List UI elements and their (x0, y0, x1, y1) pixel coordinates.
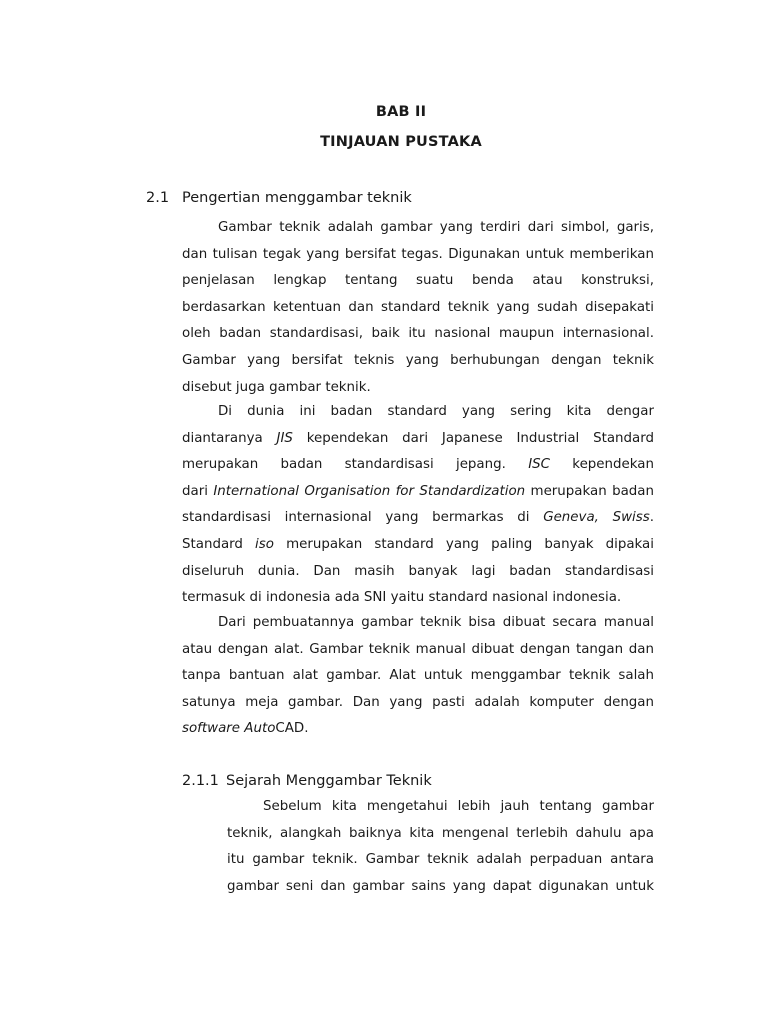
paragraph-line: Standard iso merupakan standard yang paling banyak dipakai (182, 536, 654, 552)
paragraph-definition (182, 215, 654, 401)
chapter-title: TINJAUAN PUSTAKA (320, 134, 482, 150)
jis-term: JIS (276, 430, 293, 446)
chapter-label: BAB II (375, 104, 427, 120)
paragraph-line: teknik, alangkah baiknya kita mengenal terlebih dahulu apa (227, 825, 654, 841)
paragraph-line: Sebelum kita mengetahui lebih jauh tentang gambar (263, 799, 654, 814)
paragraph-history (227, 794, 654, 900)
paragraph-line: Di dunia ini badan standard yang sering kita dengar (218, 404, 654, 419)
subsection-heading (182, 773, 432, 789)
software-term: software Auto (182, 721, 276, 737)
subsection-title: Sejarah Menggambar Teknik (226, 773, 432, 789)
paragraph-line: termasuk di indonesia ada SNI yaitu standard nasional indonesia. (182, 590, 622, 606)
paragraph-line: atau dengan alat. Gambar teknik manual dibuat dengan tangan dan (182, 641, 654, 657)
paragraph-line: Gambar yang bersifat teknis yang berhubungan dengan teknik (182, 352, 654, 368)
isc-term: ISC (528, 457, 550, 473)
paragraph-line: satunya meja gambar. Dan yang pasti adalah komputer dengan (182, 694, 654, 710)
location-term: Geneva, Swiss (543, 510, 650, 526)
paragraph-line: Dari pembuatannya gambar teknik bisa dibuat secara manual (218, 615, 654, 630)
paragraph-line: dari International Organisation for Standardization merupakan badan (182, 483, 654, 499)
subsection-number: 2.1.1 (182, 773, 219, 789)
paragraph-line: berdasarkan ketentuan dan standard teknik yang sudah disepakati (182, 299, 654, 315)
organisation-term: International Organisation for Standardization (213, 483, 526, 499)
section-heading (146, 190, 412, 206)
paragraph-line: itu gambar teknik. Gambar teknik adalah perpaduan antara (227, 852, 654, 868)
paragraph-line: standardisasi internasional yang bermarkas di Geneva, Swiss. (182, 510, 654, 526)
paragraph-standards (182, 399, 654, 612)
paragraph-line: diantaranya JIS kependekan dari Japanese Industrial Standard (182, 430, 654, 446)
paragraph-line: dan tulisan tegak yang bersifat tegas. Digunakan untuk memberikan (182, 246, 654, 262)
paragraph-line: diseluruh dunia. Dan masih banyak lagi badan standardisasi (182, 563, 654, 579)
paragraph-line: disebut juga gambar teknik. (182, 379, 371, 395)
paragraph-line: merupakan badan standardisasi jepang. ISC kependekan (182, 457, 654, 473)
section-number: 2.1 (146, 190, 170, 206)
paragraph-line: Gambar teknik adalah gambar yang terdiri dari simbol, garis, (218, 220, 654, 235)
iso-term: iso (255, 536, 274, 552)
paragraph-line: penjelasan lengkap tentang suatu benda atau konstruksi, (182, 273, 654, 289)
paragraph-manual (182, 610, 654, 743)
paragraph-line: software AutoCAD. (182, 721, 309, 737)
paragraph-line: oleh badan standardisasi, baik itu nasional maupun internasional. (182, 326, 654, 342)
section-title: Pengertian menggambar teknik (182, 190, 412, 206)
paragraph-line: tanpa bantuan alat gambar. Alat untuk menggambar teknik salah (182, 668, 654, 684)
paragraph-line: gambar seni dan gambar sains yang dapat digunakan untuk (227, 878, 654, 894)
